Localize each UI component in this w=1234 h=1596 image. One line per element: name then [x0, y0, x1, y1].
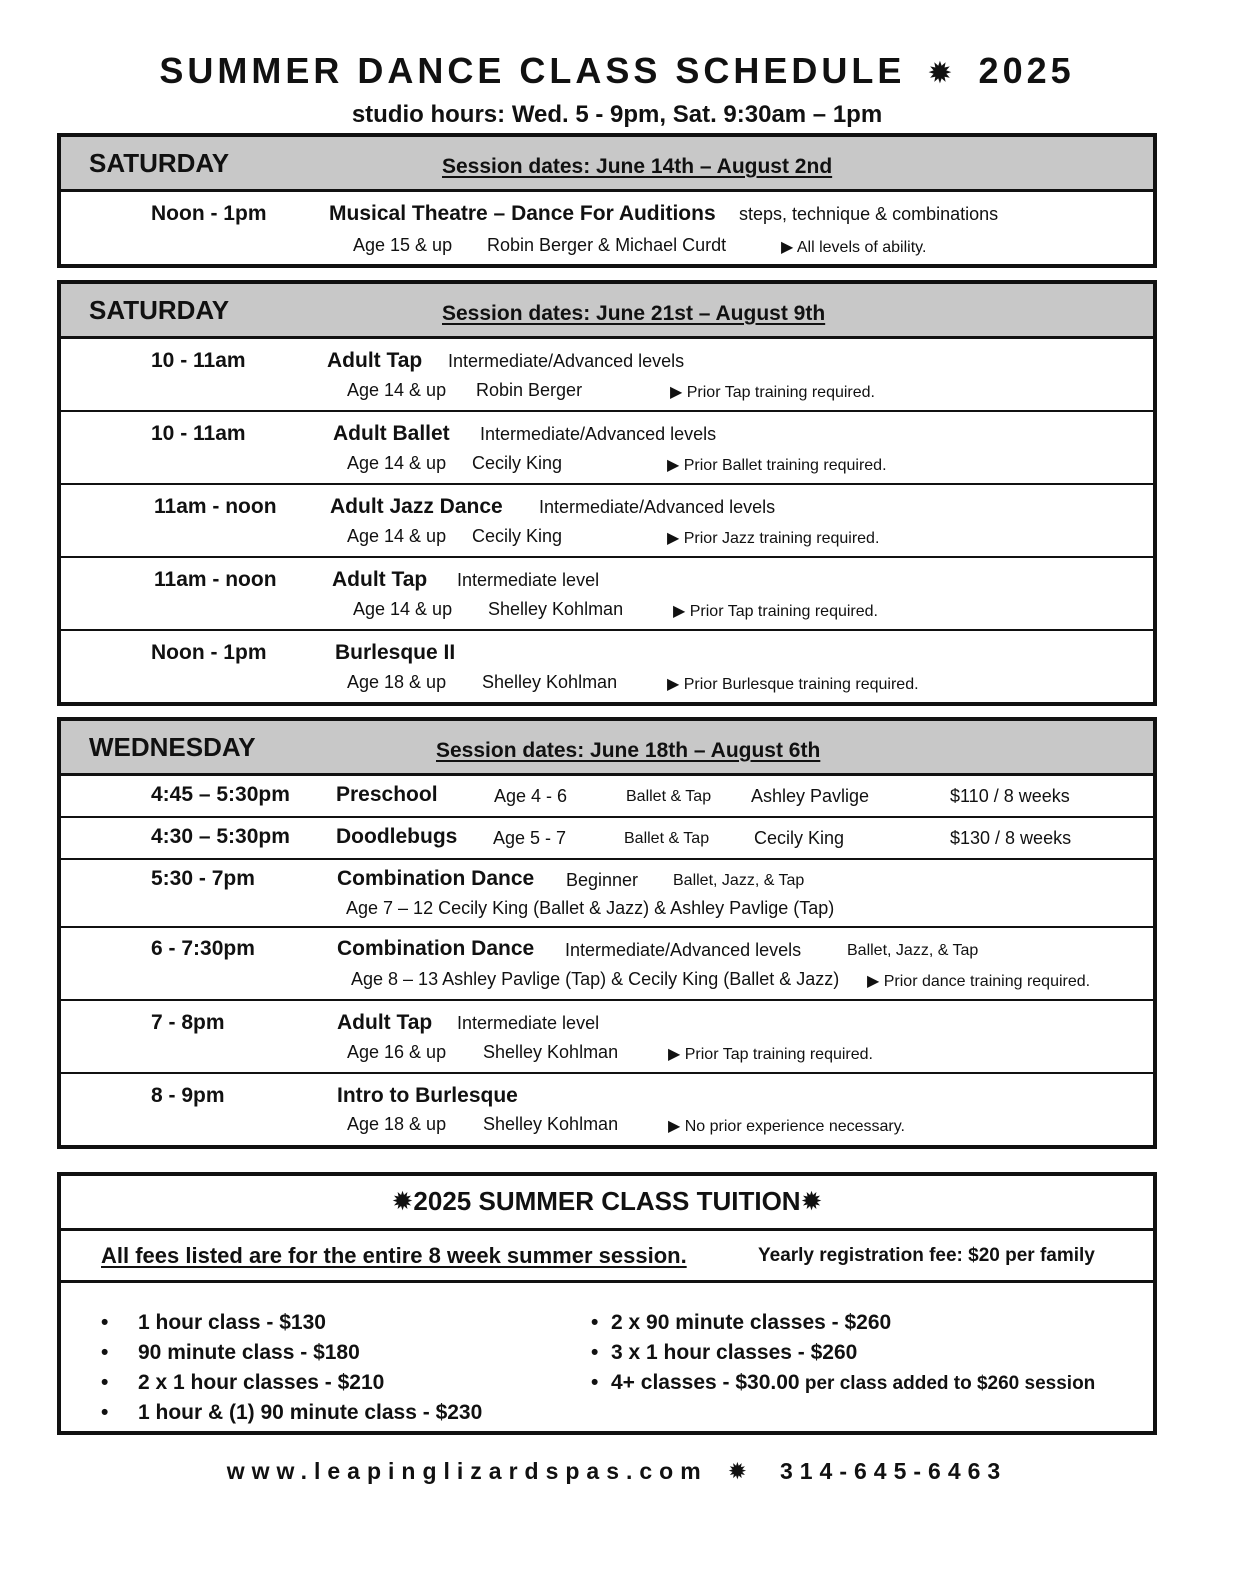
section-saturday-1: [57, 133, 1157, 268]
class-time: 11am - noon: [154, 568, 277, 591]
class-teacher: Robin Berger & Michael Curdt: [487, 235, 727, 255]
class-row: [61, 818, 1153, 860]
section-wednesday: [57, 717, 1157, 1149]
class-price: $130 / 8 weeks: [950, 828, 1072, 848]
class-desc: steps, technique & combinations: [739, 204, 999, 224]
class-age: Age 5 - 7: [493, 828, 567, 848]
class-row: [61, 558, 1153, 631]
class-row: [61, 192, 1153, 264]
class-name: Adult Tap: [327, 349, 423, 372]
page-title: [0, 50, 1234, 92]
class-age: Age 4 - 6: [494, 786, 568, 806]
class-teacher: Shelley Kohlman: [483, 1042, 619, 1062]
class-requirement: ▶ No prior experience necessary.: [668, 1118, 905, 1135]
phone-number: 314-645-6463: [779, 1458, 1008, 1484]
star-icon: ✹: [927, 57, 957, 90]
class-time: Noon - 1pm: [151, 202, 267, 225]
tuition-title: ✹2025 SUMMER CLASS TUITION✹: [61, 1176, 1153, 1231]
class-requirement: ▶ Prior Tap training required.: [670, 384, 875, 401]
section-day: SATURDAY: [89, 295, 230, 325]
class-desc: Intermediate/Advanced levels: [539, 497, 776, 517]
class-age: Age 14 & up: [353, 599, 453, 619]
class-age: Age 18 & up: [347, 672, 447, 692]
class-requirement: ▶ Prior Tap training required.: [673, 603, 878, 620]
class-time: 8 - 9pm: [151, 1084, 225, 1107]
class-time: 4:45 – 5:30pm: [151, 783, 290, 806]
class-time: 4:30 – 5:30pm: [151, 825, 290, 848]
class-name: Combination Dance: [337, 867, 535, 890]
class-age: Age 18 & up: [347, 1114, 447, 1134]
class-time: 11am - noon: [154, 495, 277, 518]
title-text: SUMMER DANCE CLASS SCHEDULE: [159, 50, 906, 91]
class-teacher: Cecily King: [472, 453, 563, 473]
class-teacher: Cecily King: [754, 828, 845, 848]
tuition-item: 1 hour class - $130: [138, 1311, 326, 1334]
class-name: Adult Tap: [332, 568, 428, 591]
tuition-item-main: 4+ classes - $30.00: [611, 1371, 800, 1394]
class-teacher: Ashley Pavlige: [751, 786, 870, 806]
fees-note: All fees listed are for the entire 8 week summer session.: [101, 1243, 687, 1268]
class-desc: Intermediate/Advanced levels: [448, 351, 685, 371]
tuition-item: 90 minute class - $180: [138, 1341, 360, 1364]
section-header: [61, 137, 1153, 192]
class-teacher: Robin Berger: [476, 380, 583, 400]
bullet-icon: •: [101, 1311, 109, 1334]
class-style: Ballet & Tap: [624, 830, 710, 847]
class-style: Ballet, Jazz, & Tap: [673, 872, 805, 889]
class-teacher: Shelley Kohlman: [488, 599, 624, 619]
class-name: Adult Ballet: [333, 422, 450, 445]
class-name: Adult Tap: [337, 1011, 433, 1034]
class-name: Adult Jazz Dance: [330, 495, 503, 518]
class-requirement: ▶ Prior Burlesque training required.: [667, 676, 919, 693]
class-desc: Intermediate level: [457, 570, 600, 590]
class-requirement: ▶ Prior Tap training required.: [668, 1046, 873, 1063]
tuition-item: [611, 1371, 1095, 1395]
bullet-icon: •: [591, 1371, 599, 1394]
class-desc: Intermediate level: [457, 1013, 600, 1033]
class-desc: Beginner: [566, 870, 639, 890]
tuition-item: 2 x 1 hour classes - $210: [138, 1371, 385, 1394]
class-time: Noon - 1pm: [151, 641, 267, 664]
bullet-icon: •: [591, 1311, 599, 1334]
website-link[interactable]: www.leapinglizardspas.com: [226, 1458, 708, 1484]
section-day: SATURDAY: [89, 148, 230, 178]
title-year: 2025: [978, 50, 1075, 91]
class-details: Age 8 – 13 Ashley Pavlige (Tap) & Cecily King (Ballet & Jazz): [351, 969, 840, 989]
class-desc: Intermediate/Advanced levels: [480, 424, 717, 444]
session-dates: Session dates: June 21st – August 9th: [442, 302, 826, 325]
class-requirement: ▶ Prior Ballet training required.: [667, 457, 887, 474]
tuition-item: 3 x 1 hour classes - $260: [611, 1341, 858, 1364]
class-requirement: ▶ All levels of ability.: [781, 239, 927, 256]
bullet-icon: •: [101, 1371, 109, 1394]
section-header: [61, 721, 1153, 776]
class-name: Burlesque II: [335, 641, 456, 664]
class-age: Age 15 & up: [353, 235, 453, 255]
class-time: 10 - 11am: [151, 349, 246, 372]
class-age: Age 16 & up: [347, 1042, 447, 1062]
bullet-icon: •: [591, 1341, 599, 1364]
bullet-icon: •: [101, 1401, 109, 1424]
class-name: Combination Dance: [337, 937, 535, 960]
tuition-item: 2 x 90 minute classes - $260: [611, 1311, 892, 1334]
class-requirement: ▶ Prior Jazz training required.: [667, 530, 880, 547]
class-time: 5:30 - 7pm: [151, 867, 255, 890]
class-name: Musical Theatre – Dance For Auditions: [329, 202, 716, 225]
class-row: [61, 1074, 1153, 1145]
class-details: Age 7 – 12 Cecily King (Ballet & Jazz) & Ashley Pavlige (Tap): [346, 898, 835, 918]
class-teacher: Cecily King: [472, 526, 563, 546]
class-time: 6 - 7:30pm: [151, 937, 255, 960]
class-age: Age 14 & up: [347, 380, 447, 400]
studio-hours: studio hours: Wed. 5 - 9pm, Sat. 9:30am – 1pm: [351, 101, 883, 128]
class-teacher: Shelley Kohlman: [483, 1114, 619, 1134]
tuition-list: [61, 1283, 1153, 1431]
class-row: [61, 485, 1153, 558]
class-desc: Intermediate/Advanced levels: [565, 940, 802, 960]
class-name: Preschool: [336, 783, 438, 806]
class-name: Doodlebugs: [336, 825, 458, 848]
tuition-item-note: per class added to $260 session: [799, 1373, 1096, 1394]
class-row: [61, 631, 1153, 702]
class-style: Ballet, Jazz, & Tap: [847, 942, 979, 959]
class-row: [61, 1001, 1153, 1074]
fees-row: [61, 1231, 1153, 1283]
class-row: [61, 412, 1153, 485]
section-header: [61, 284, 1153, 339]
bullet-icon: •: [101, 1341, 109, 1364]
footer: [0, 1458, 1234, 1485]
class-teacher: Shelley Kohlman: [482, 672, 618, 692]
tuition-box: [57, 1172, 1157, 1435]
class-time: 10 - 11am: [151, 422, 246, 445]
class-time: 7 - 8pm: [151, 1011, 225, 1034]
session-dates: Session dates: June 14th – August 2nd: [442, 155, 833, 178]
registration-fee: Yearly registration fee: $20 per family: [758, 1245, 1095, 1266]
class-row: [61, 339, 1153, 412]
section-day: WEDNESDAY: [89, 732, 256, 762]
class-price: $110 / 8 weeks: [950, 786, 1070, 806]
section-saturday-2: [57, 280, 1157, 706]
class-row: [61, 860, 1153, 928]
tuition-item: 1 hour & (1) 90 minute class - $230: [138, 1401, 483, 1424]
class-name: Intro to Burlesque: [337, 1084, 518, 1107]
class-row: [61, 928, 1153, 1001]
class-age: Age 14 & up: [347, 526, 447, 546]
class-style: Ballet & Tap: [626, 788, 712, 805]
class-row: [61, 776, 1153, 818]
class-requirement: ▶ Prior dance training required.: [867, 973, 1091, 990]
star-icon: ✹: [727, 1458, 754, 1484]
session-dates: Session dates: June 18th – August 6th: [436, 739, 821, 762]
class-age: Age 14 & up: [347, 453, 447, 473]
